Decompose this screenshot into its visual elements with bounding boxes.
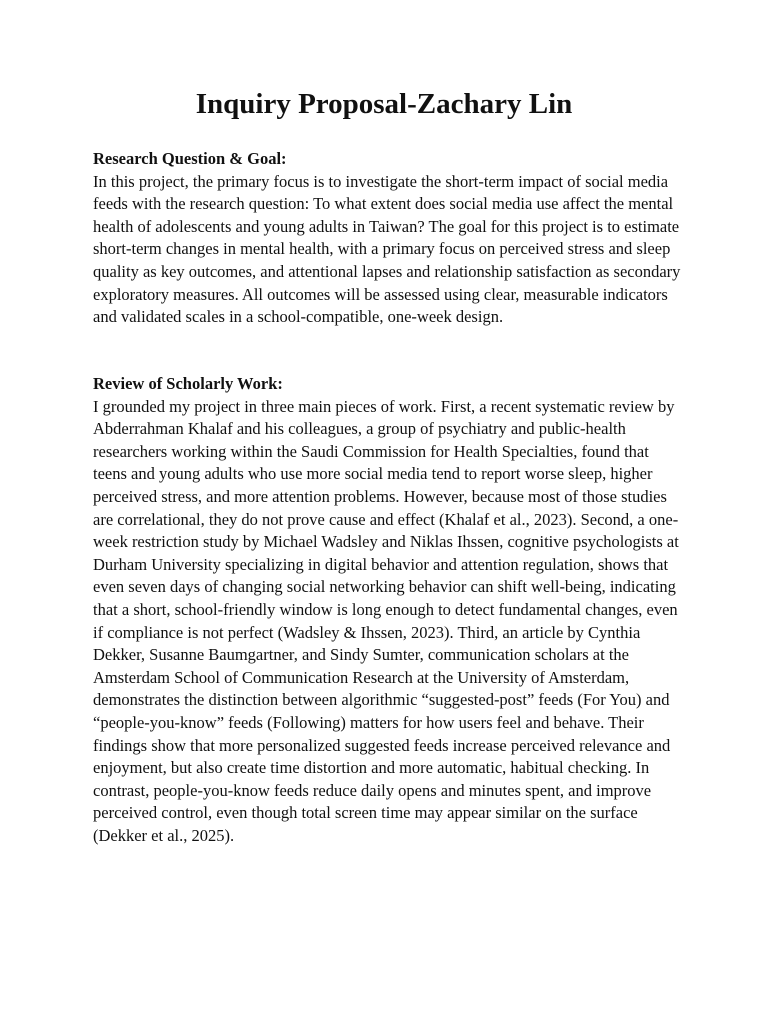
scholarly-review-paragraph: I grounded my project in three main pieces of work. First, a recent systematic review by Abderrahman Khalaf and his colleagues, a group of psychiatry and public-health researchers working within the Saudi Commission for Health Specialties, found that teens and young adults who use more social media tend to report worse sleep, higher perceived stress, and more attention problems. However, because most of those studies are correlational, they do not prove cause and effect (Khalaf et al., 2023). Second, a one-week restriction study by Michael Wadsley and Niklas Ihssen, cognitive psychologists at Durham University specializing in digital behavior and attention regulation, shows that even seven days of changing social networking behavior can shift well-being, indicating that a short, school-friendly window is long enough to detect fundamental changes, even if compliance is not perfect (Wadsley & Ihssen, 2023). Third, an article by Cynthia Dekker, Susanne Baumgartner, and Sindy Sumter, communication scholars at the Amsterdam School of Communication Research at the University of Amsterdam, demonstrates the distinction between algorithmic “suggested-post” feeds (For You) and “people-you-know” feeds (Following) matters for how users feel and behave. Their findings show that more personalized suggested feeds increase perceived relevance and enjoyment, but also create time distortion and more automatic, habitual checking. In contrast, people-you-know feeds reduce daily opens and minutes spent, and improve perceived control, even though total screen time may appear similar on the surface (Dekker et al., 2025). xyxy=(93,396,679,845)
scholarly-review-heading: Review of Scholarly Work: xyxy=(93,374,283,393)
scholarly-review-section xyxy=(93,373,683,847)
document-title: Inquiry Proposal-Zachary Lin xyxy=(195,88,573,120)
research-question-heading: Research Question & Goal: xyxy=(93,149,287,168)
research-question-section xyxy=(93,148,683,329)
research-question-paragraph: In this project, the primary focus is to investigate the short-term impact of social media feeds with the research question: To what extent does social media use affect the mental health of adolescents and young adults in Taiwan? The goal for this project is to estimate short-term changes in mental health, with a primary focus on perceived stress and sleep quality as key outcomes, and attentional lapses and relationship satisfaction as secondary exploratory measures. All outcomes will be assessed using clear, measurable indicators and validated scales in a school-compatible, one-week design. xyxy=(93,171,681,327)
